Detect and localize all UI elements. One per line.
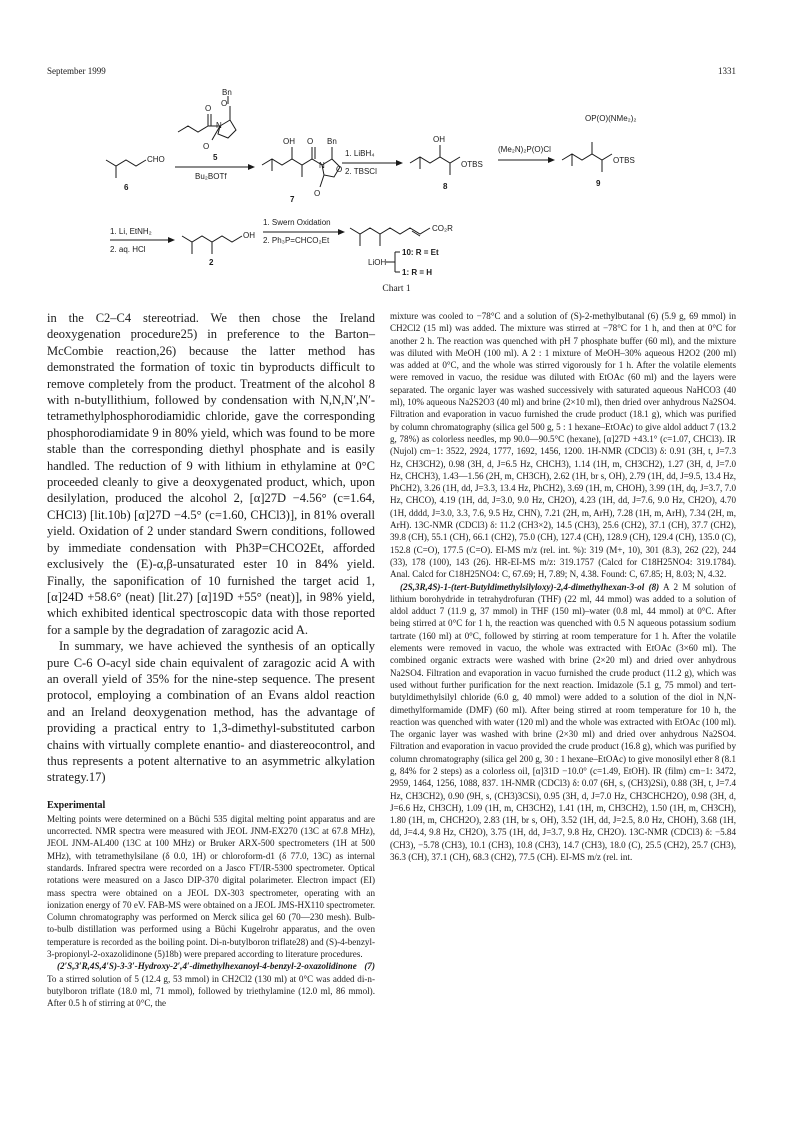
right-text <box>390 310 736 863</box>
label-o3: O <box>203 142 210 151</box>
compound-7-title: (2′S,3′R,4S,4′S)-3-3′-Hydroxy-2′,4′-dimethylhexanoyl-4-benzyl-2-oxazolidinone (7) <box>57 961 375 972</box>
label-compound-2: 2 <box>209 258 214 267</box>
right-column <box>390 310 736 863</box>
label-bn1: Bn <box>222 88 232 97</box>
label-libh4: 1. LiBH₄ <box>345 149 375 158</box>
label-oh7: OH <box>283 137 295 146</box>
compound-8-procedure <box>390 581 736 864</box>
compound-10-structure <box>350 228 430 246</box>
label-li-etnh2: 1. Li, EtNH₂ <box>110 227 152 236</box>
paragraph-2: In summary, we have achieved the synthesis of an optically pure C-6 O-acyl side chain equivalent of zaragozic acid A with an overall yield of 35% for the nine-step sequence. The present protocol, employing a combination of an Evans aldol reaction and an Ireland deoxygenation method, has the advantage of providing a practical entry to 1,3-dimethyl-substituted carbon chains with virtually complete enantio- and diastereocontrol, and thus represents a potent alternative to an asymmetric alkylation strategy.17) <box>47 639 375 785</box>
label-compound-6: 6 <box>124 183 129 192</box>
label-swern: 1. Swern Oxidation <box>263 218 331 227</box>
experimental-intro: Melting points were determined on a Büchi 535 digital melting point apparatus and are uncorrected. NMR spectra were measured with JEOL JNM-EX270 (13C at 67.8 MHz), JEOL JNM-AL400 (13C at 100 MHz) or Bruker ARX-500 spectrometers (1H at 500 MHz), with tetramethylsilane (δ 0.0, 1H) or chloroform-d1 (δ 77.0, 13C) as internal standards. Infrared spectra were recorded on a Jasco FT/IR-5300 spectrometer. Optical rotations were measured on a Jasco DIP-370 digital polarimeter. Electron impact (EI) mass spectra were obtained on a JEOL DX-303 spectrometer, operating with an ionization energy of 70 eV. FAB-MS were obtained on a JEOL JMS-HX110 spectrometer. Column chromatography was performed on Merck silica gel 60 (70—230 mesh). Bulb-to-bulb distillation was performed using a Büchi Kugelrohr apparatus, and the oven temperature is recorded as the boiling point. Di-n-butylboron triflate28) and (S)-4-benzyl-3-propionyl-2-oxazolidinone (5)18b) were prepared according to literature procedures. <box>47 813 375 960</box>
label-co2r: CO₂R <box>432 224 453 233</box>
label-o7c: O <box>314 189 321 198</box>
label-oh8: OH <box>433 135 445 144</box>
label-bu2botf: Bu₂BOTf <box>195 172 227 181</box>
compound-2-structure <box>182 236 242 254</box>
label-o7: O <box>307 137 314 146</box>
label-otbs9: OTBS <box>613 156 635 165</box>
compound-8-title: (2S,3R,4S)-1-(tert-Butyldimethylsilyloxy)-2,4-dimethylhexan-3-ol (8) <box>400 581 660 592</box>
label-bn7: Bn <box>327 137 337 146</box>
compound-7-continued: mixture was cooled to −78°C and a solution of (S)-2-methylbutanal (6) (5.9 g, 69 mmol) in CH2Cl2 (15 ml) was added. The mixture was stirred at −78°C for 1 h, and then at 0°C for another 2 h. The reaction was quenched with pH 7 phosphate buffer (60 ml), and the mixture was diluted with MeOH (100 ml). A 2 : 1 mixture of MeOH–30% aqueous H2O2 (200 ml) was added at 0°C, and the whole was stirred vigorously for 1 h. After the volatile elements were removed in vacuo, the residue was diluted with EtOAc (60 ml) and the layers were separated. The organic layer was washed successively with saturated aqueous NaHCO3 (40 ml), 10% aqueous Na2S2O3 (40 ml) and brine (2×10 ml), then dried over anhydrous Na2SO4. Filtration and evaporation in vacuo furnished the crude product (18.1 g), which was purified by column chromatography (silica gel 500 g, 5 : 1 hexane–EtOAc) to give aldol adduct 7 (13.2 g, 78%) as colorless needles, mp 90.0—90.5°C (hexane), [α]27D +43.1° (c=1.07, CHCl3). IR (Nujol) cm−1: 3522, 2924, 1777, 1692, 1456, 1200. 1H-NMR (CDCl3) δ: 0.91 (3H, t, J=7.3 Hz, CH3CH2), 0.98 (3H, d, J=6.5 Hz, CHCH3), 1.14 (1H, m, CH3CH2), 1.27 (3H, d, J=7.0 Hz, CHCH3), 1.43—1.56 (2H, m, CH3CH), 2.62 (1H, br s, OH), 2.79 (1H, dd, J=9.5, 13.4 Hz, PhCH2), 3.26 (1H, dd, J=3.3, 13.4 Hz, PhCH2), 3.69 (1H, m, CHOH), 3.99 (1H, dq, J=3.7, 7.0 Hz, CHCO), 4.19 (1H, dd, J=3.0, 9.0 Hz, CH2O), 4.23 (1H, dd, J=7.6, 9.0 Hz, CH2O), 4.70 (1H, dddd, J=3.0, 3.3, 7.6, 9.5 Hz, CHN), 7.21 (2H, m, ArH), 7.28 (1H, m, ArH), 7.34 (2H, m, ArH). 13C-NMR (CDCl3) δ: 11.2 (CH3×2), 14.5 (CH3), 25.6 (CH2), 37.1 (CH), 37.7 (CH2), 39.8 (CH), 55.1 (CH), 66.1 (CH2), 75.0 (CH), 127.4 (CH), 128.9 (CH), 129.4 (CH), 135.0 (C), 152.8 (C=O), 177.5 (C=O). EI-MS m/z (rel. int. %): 319 (M+, 10), 301 (8.3), 262 (22), 244 (33), 178 (100), 143 (26). HR-EI-MS m/z: 319.1757 (Calcd for C18H25NO4: 319.1784). Anal. Calcd for C18H25NO4: C, 67.69; H, 7.89; N, 4.38. Found: C, 67.85; H, 8.03; N, 4.32. <box>390 311 736 580</box>
label-compound-1: 1: R = H <box>402 268 433 277</box>
label-op9: OP(O)(NMe₂)₂ <box>585 114 637 123</box>
label-o7b: O <box>336 165 343 174</box>
compound-7-structure <box>262 147 343 187</box>
compound-6-structure <box>106 160 146 166</box>
label-o2: O <box>221 99 228 108</box>
label-compound-9: 9 <box>596 179 601 188</box>
reaction-scheme <box>0 0 793 300</box>
chart-caption: Chart 1 <box>382 284 411 294</box>
label-oh2: OH <box>243 231 255 240</box>
label-o1: O <box>205 104 212 113</box>
label-aq-hcl: 2. aq. HCl <box>110 245 146 254</box>
paragraph-1: in the C2–C4 stereotriad. We then chose the Ireland deoxygenation procedure25) in preference to the Barton–McCombie reaction,26) because the latter method has demonstrated the formation of toxic tin byproducts difficult to remove completely from the product. Treatment of the alcohol 8 with n-butyllithium, followed by condensation with N,N,N′,N′-tetramethylphosphorodiamidic chloride, gave the corresponding phosphorodiamidate 9 in 80% yield, which was found to be more stable than the corresponding diethyl phosphate and is easily handled. The reduction of 9 with lithium in ethylamine at 0°C proceeded cleanly to give a deoxygenated product, which, upon desilylation, produced the alcohol 2, [α]27D −4.56° (c=1.64, CHCl3) [lit.10b) [α]27D −4.5° (c=1.60, CHCl3)], in 81% overall yield. Oxidation of 2 under standard Swern conditions, followed by immediate condensation with Ph3P=CHCO2Et, afforded exclusively the (E)-α,β-unsaturated ester 10 in 84% yield. Finally, the saponification of 10 furnished the target acid 1, [α]24D +58.6° (neat) [lit.27) [α]19D +55° (neat)], in 98% yield, which exhibited identical spectroscopic data with those reported for a sample by the degradation of zaragozic acid A. <box>47 311 375 637</box>
compound-7-text: To a stirred solution of 5 (12.4 g, 53 mmol) in CH2Cl2 (130 ml) at 0°C was added di-n-butylboron triflate (18.0 ml, 71 mmol), followed by triethylamine (12.0 ml, 86 mmol). After 0.5 h of stirring at 0°C, the <box>47 973 375 1009</box>
label-wittig: 2. Ph₃P=CHCO₂Et <box>263 236 330 245</box>
experimental-section <box>47 813 375 1010</box>
label-reagent-phosphoryl: (Me₂N)₂P(O)Cl <box>498 145 551 154</box>
main-text <box>47 310 375 786</box>
label-compound-7: 7 <box>290 195 295 204</box>
compound-8-structure <box>410 145 460 175</box>
journal-date: September 1999 <box>47 66 106 76</box>
label-n7: N <box>319 161 325 170</box>
label-otbs8: OTBS <box>461 160 483 169</box>
compound-7-procedure <box>47 960 375 1009</box>
compound-5-structure <box>178 96 236 140</box>
left-column <box>47 310 375 1010</box>
label-compound-8: 8 <box>443 182 448 191</box>
label-compound-10: 10: R = Et <box>402 248 439 257</box>
label-lioh: LiOH <box>368 258 387 267</box>
compound-8-text: A 2 M solution of lithium borohydride in tetrahydrofuran (THF) (22 ml, 44 mmol) was added to a solution of aldol adduct 7 (11.9 g, 37 mmol) in THF (150 ml)–water (0.8 ml, 44 mmol) at 0°C. After being stirred at 0°C for 1 h, the reaction was quenched with 0.5 N aqueous potassium sodium tartrate (160 ml) at 0°C, followed by stirring at room temperature for 1 h. After the volatile elements were removed in vacuo, the whole was extracted with EtOAc (3×60 ml). The combined organic extracts were washed with brine (2×20 ml) and dried over anhydrous Na2SO4. Filtration and evaporation in vacuo furnished the crude product (11.2 g), which was used without further purification for the next reaction. Imidazole (5.1 g, 75 mmol) and tert-butyldimethylsilyl chloride (6.0 g, 40 mmol) were added to a solution of the diol in N,N-dimethylformamide (DMF) (60 ml). After being stirred at room temperature for 10 h, the reaction was quenched with water (120 ml) and the whole was extracted with EtOAc (100 ml). The organic layer was washed with brine (2×30 ml) and dried over anhydrous Na2SO4. Filtration and evaporation in vacuo provided the crude product (16.8 g), which was purified by column chromatography (silica gel 200 g, 30 : 1 hexane–EtOAc) to give monosilyl ether 8 (8.1 g, 84% for 2 steps) as a colorless oil, [α]31D −10.0° (c=1.49, EtOH). IR (film) cm−1: 3472, 2959, 1464, 1256, 1088, 837. 1H-NMR (CDCl3) δ: 0.07 (6H, s, (CH3)2Si), 0.88 (3H, t, J=7.4 Hz, CH3CH2), 0.90 (9H, s, (CH3)3CSi), 0.95 (3H, d, J=7.0 Hz, CH3CHCH2O), 0.98 (3H, d, J=6.6 Hz, CH3CH), 1.09 (1H, m, CH3CH2), 1.41 (1H, m, CH3CH2), 1.50 (1H, m, CH3CH), 1.80 (1H, m, CHCH2O), 2.83 (1H, br s, OH), 3.52 (1H, dd, J=2.5, 8.0 Hz, CHOH), 3.68 (1H, dd, J=4.4, 9.8 Hz, CH2O), 3.75 (1H, dd, J=3.7, 9.8 Hz, CH2O). 13C-NMR (CDCl3) δ: −5.84 (CH3), −5.78 (CH3), 10.1 (CH3), 10.8 (CH3), 14.7 (CH3), 18.0 (C), 25.5 (CH2), 25.7 (CH3), 36.3 (CH), 37.1 (CH), 68.3 (CH2), 77.5 (CH). EI-MS m/z (rel. int. <box>390 581 736 863</box>
label-cho: CHO <box>147 155 165 164</box>
label-compound-5: 5 <box>213 153 218 162</box>
compound-9-structure <box>562 142 612 172</box>
label-n1: N <box>216 121 222 130</box>
page-number: 1331 <box>718 66 736 76</box>
label-tbscl: 2. TBSCl <box>345 167 377 176</box>
experimental-heading: Experimental <box>47 799 106 811</box>
